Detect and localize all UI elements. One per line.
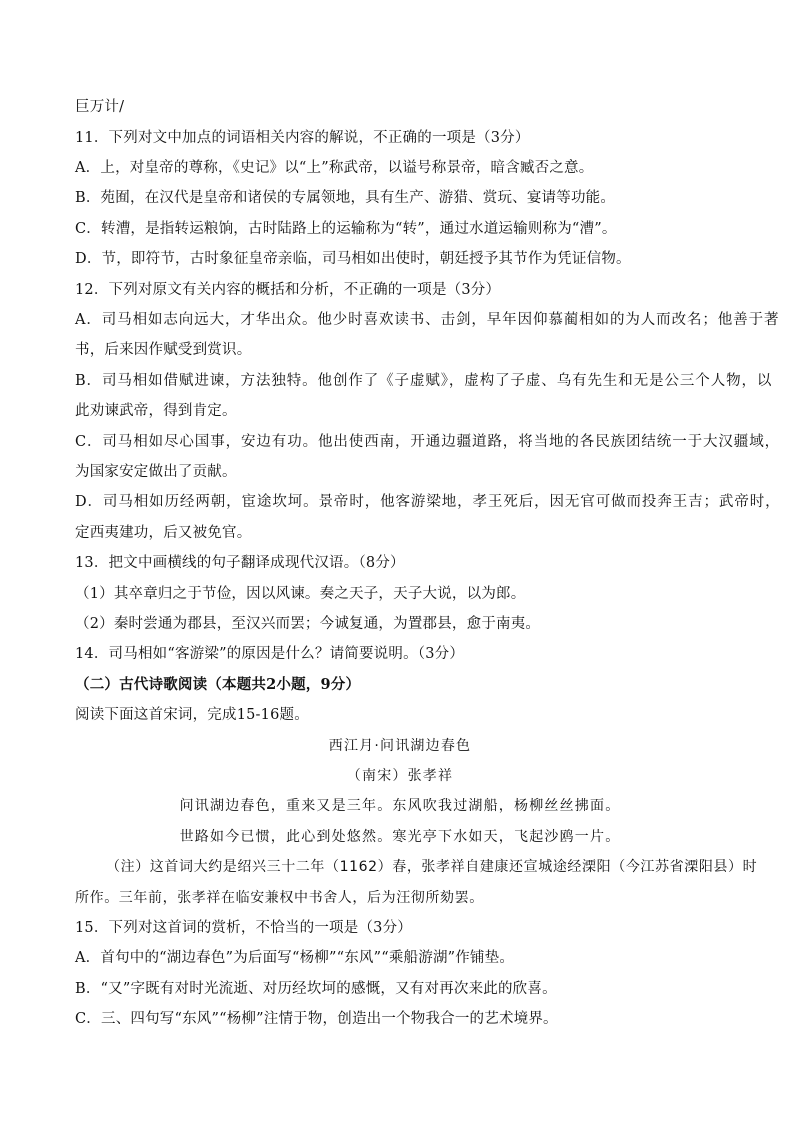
q12-option-d-line1: D．司马相如历经两朝，宦途坎坷。景帝时，他客游梁地，孝王死后，因无官可做而投奔王吉；武帝时， [75, 494, 781, 510]
section-intro: 阅读下面这首宋词，完成15-16题。 [75, 707, 309, 723]
q12-option-a-line2: 书，后来因作赋受到赏识。 [75, 342, 252, 358]
q11-stem: 11．下列对文中加点的词语相关内容的解说，不正确的一项是（3分） [75, 130, 530, 146]
q15-option-b: B．“又”字既有对时光流逝、对历经坎坷的感慨，又有对再次来此的欣喜。 [75, 981, 557, 997]
q11-option-a: A．上，对皇帝的尊称，《史记》以“上”称武帝，以谥号称景帝，暗含臧否之意。 [75, 160, 594, 176]
poem-title: 西江月·问讯湖边春色 [328, 738, 472, 754]
q12-option-b-line2: 此劝谏武帝，得到肯定。 [75, 403, 237, 419]
q15-stem: 15．下列对这首词的赏析，不恰当的一项是（3分） [75, 920, 412, 936]
q14-stem: 14．司马相如“客游梁”的原因是什么？请简要说明。（3分） [75, 646, 465, 662]
poem-line-1: 问讯湖边春色，重来又是三年。东风吹我过湖船，杨柳丝丝拂面。 [179, 798, 621, 814]
top-fragment: 巨万计/ [75, 99, 125, 115]
q13-sentence-2: （2）秦时尝通为郡县，至汉兴而罢；今诚复通，为置郡县，愈于南夷。 [75, 616, 541, 632]
q15-option-a: A．首句中的“湖边春色”为后面写“杨柳”“东风”“乘船游湖”作铺垫。 [75, 950, 515, 966]
q11-option-c: C．转漕，是指转运粮饷，古时陆路上的运输称为“转”，通过水道运输则称为“漕”。 [75, 221, 617, 237]
section-heading: （二）古代诗歌阅读（本题共2小题，9分） [75, 676, 361, 693]
poem-note-line1: （注）这首词大约是绍兴三十二年（1162）春，张孝祥自建康还宣城途经溧阳（今江苏省溧阳县）时 [106, 859, 758, 875]
q12-option-a-line1: A．司马相如志向远大，才华出众。他少时喜欢读书、击剑，早年因仰慕蔺相如的为人而改名；他善于著 [75, 312, 780, 328]
q11-option-d: D．节，即符节，古时象征皇帝亲临，司马相如出使时，朝廷授予其节作为凭证信物。 [75, 251, 631, 267]
q13-sentence-1: （1）其卒章归之于节俭，因以风谏。奏之天子，天子大说，以为郎。 [75, 586, 526, 602]
poem-line-2: 世路如今已惯，此心到处悠然。寒光亭下水如天，飞起沙鸥一片。 [179, 829, 621, 845]
q12-option-d-line2: 定西夷建功，后又被免官。 [75, 525, 252, 541]
q12-option-c-line1: C．司马相如尽心国事，安边有功。他出使西南，开通边疆道路，将当地的各民族团结统一于大汉疆域， [75, 434, 780, 450]
q13-stem: 13．把文中画横线的句子翻译成现代汉语。（8分） [75, 555, 405, 571]
q15-option-c: C．三、四句写“东风”“杨柳”注情于物，创造出一个物我合一的艺术境界。 [75, 1011, 558, 1027]
q12-option-b-line1: B．司马相如借赋进谏，方法独特。他创作了《子虚赋》，虚构了子虚、乌有先生和无是公三个人物，以 [75, 373, 773, 389]
poem-author: （南宋）张孝祥 [346, 768, 454, 784]
q11-option-b: B．苑囿，在汉代是皇帝和诸侯的专属领地，具有生产、游猎、赏玩、宴请等功能。 [75, 190, 616, 206]
q12-stem: 12．下列对原文有关内容的概括和分析，不正确的一项是（3分） [75, 282, 501, 298]
poem-note-line2: 所作。三年前，张孝祥在临安兼权中书舍人，后为汪彻所劾罢。 [75, 890, 484, 906]
q12-option-c-line2: 为国家安定做出了贡献。 [75, 464, 237, 480]
